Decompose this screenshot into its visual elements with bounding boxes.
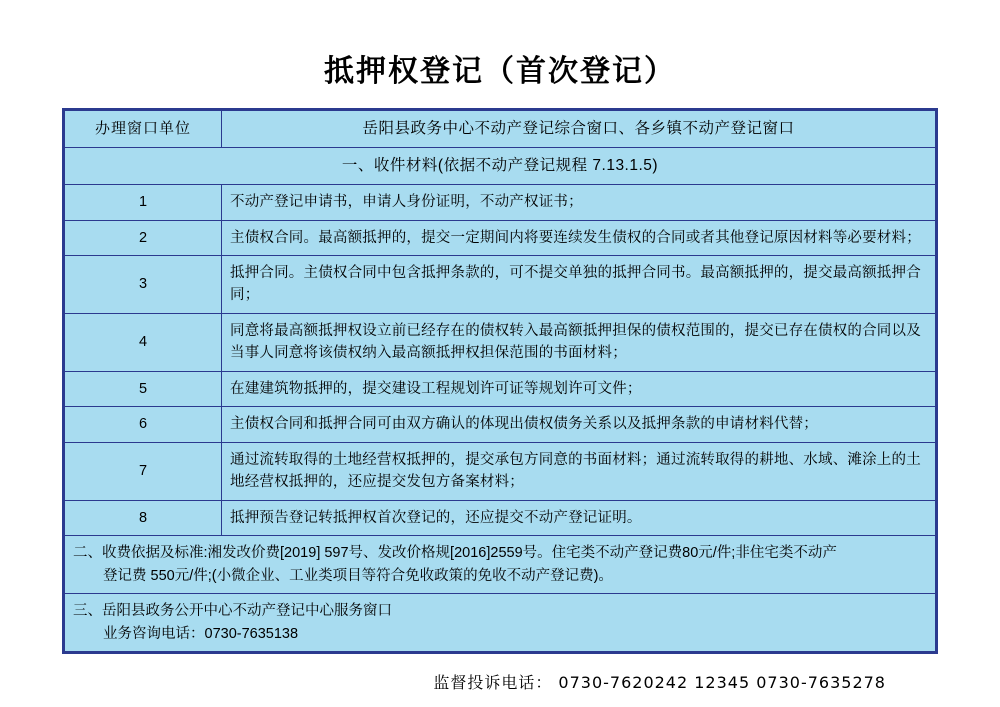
material-number: 5: [65, 371, 222, 406]
material-text: 在建建筑物抵押的，提交建设工程规划许可证等规划许可文件；: [222, 371, 936, 406]
material-text: 主债权合同。最高额抵押的，提交一定期间内将要连续发生债权的合同或者其他登记原因材料等必要材料；: [222, 220, 936, 255]
page-title: 抵押权登记（首次登记）: [324, 54, 676, 89]
section-three-line2: 业务咨询电话：0730-7635138: [103, 625, 299, 642]
table-row-window: [65, 111, 936, 148]
section-two-block: [65, 536, 936, 594]
section-two-line2: 登记费 550元/件;(小微企业、工业类项目等符合免收政策的免收不动产登记费)。: [103, 567, 613, 584]
material-text: 通过流转取得的土地经营权抵押的，提交承包方同意的书面材料；通过流转取得的耕地、水域、滩涂上的土地经营权抵押的，还应提交发包方备案材料；: [222, 442, 936, 500]
section-three-line1: 三、岳阳县政务公开中心不动产登记中心服务窗口: [73, 603, 392, 620]
window-unit-label: 办理窗口单位: [65, 111, 222, 148]
material-number: 8: [65, 500, 222, 535]
material-text: 抵押预告登记转抵押权首次登记的，还应提交不动产登记证明。: [222, 500, 936, 535]
table-row: [65, 500, 936, 535]
table-row: [65, 185, 936, 220]
section-one-heading: 一、收件材料(依据不动产登记规程 7.13.1.5): [65, 148, 936, 185]
info-table: [64, 110, 936, 652]
material-number: 3: [65, 255, 222, 313]
table-row: [65, 371, 936, 406]
material-number: 7: [65, 442, 222, 500]
material-number: 2: [65, 220, 222, 255]
window-unit-value: 岳阳县政务中心不动产登记综合窗口、各乡镇不动产登记窗口: [222, 111, 936, 148]
section-two-line1: 二、收费依据及标准:湘发改价费[2019] 597号、发改价格规[2016]2559号。住宅类不动产登记费80元/件;非住宅类不动产: [73, 545, 837, 562]
table-row: [65, 442, 936, 500]
material-text: 主债权合同和抵押合同可由双方确认的体现出债权债务关系以及抵押条款的申请材料代替；: [222, 407, 936, 442]
section-three-block: [65, 594, 936, 652]
material-text: 抵押合同。主债权合同中包含抵押条款的，可不提交单独的抵押合同书。最高额抵押的，提交最高额抵押合同；: [222, 255, 936, 313]
material-text: 不动产登记申请书，申请人身份证明，不动产权证书；: [222, 185, 936, 220]
table-row: [65, 313, 936, 371]
table-row-section-one-heading: [65, 148, 936, 185]
table-row-section-three: [65, 594, 936, 652]
material-number: 4: [65, 313, 222, 371]
supervision-complaint-phone: 监督投诉电话： 0730-7620242 12345 0730-7635278: [433, 673, 886, 693]
material-text: 同意将最高额抵押权设立前已经存在的债权转入最高额抵押担保的债权范围的，提交已存在债权的合同以及当事人同意将该债权纳入最高额抵押权担保范围的书面材料；: [222, 313, 936, 371]
table-row: [65, 220, 936, 255]
info-table-container: [62, 108, 938, 654]
table-row: [65, 255, 936, 313]
table-row: [65, 407, 936, 442]
material-number: 1: [65, 185, 222, 220]
table-row-section-two: [65, 536, 936, 594]
material-number: 6: [65, 407, 222, 442]
